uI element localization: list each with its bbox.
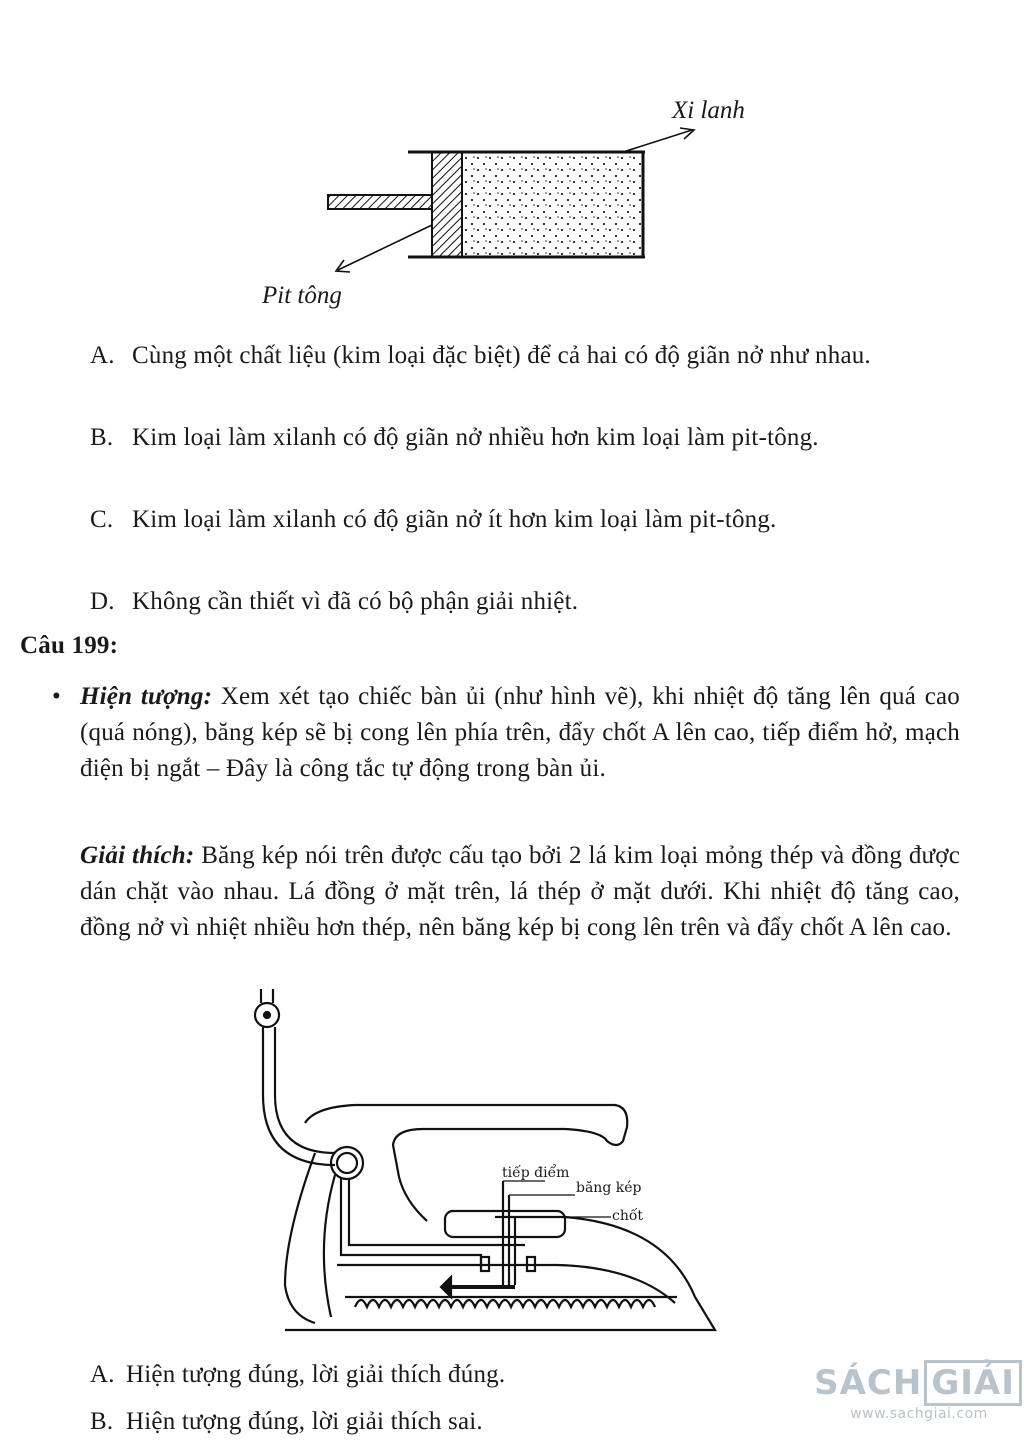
piston bbox=[432, 152, 462, 257]
explanation-text: Băng kép nói trên được cấu tạo bởi 2 lá kim loại mỏng thép và đồng được dán chặt vào nhau. Lá đồng ở mặt trên, lá thép ở mặt dưới. Khi nhiệt độ tăng cao, đồng nở vì nhiệt nhiều hơn thép, nên băng kép bị cong lên trên và đẩy chốt A lên cao. bbox=[80, 842, 960, 941]
piston-rod bbox=[328, 195, 432, 209]
phenomenon-text: Xem xét tạo chiếc bàn ủi (như hình vẽ), khi nhiệt độ tăng lên quá cao (quá nóng), băng kép sẽ bị cong lên phía trên, đẩy chốt A lên cao, tiếp điểm hở, mạch điện bị ngắt – Đây là công tắc tự động trong bàn ủi. bbox=[80, 683, 960, 782]
q198-option-a bbox=[90, 338, 970, 374]
power-cord bbox=[263, 1027, 335, 1165]
bullet-icon: • bbox=[52, 683, 61, 710]
q198-option-b bbox=[90, 420, 970, 456]
contact-label: tiếp điểm bbox=[502, 1165, 570, 1181]
bimetal-strip-label: băng kép bbox=[576, 1180, 642, 1196]
option-letter: C. bbox=[90, 506, 114, 533]
option-letter: A. bbox=[90, 342, 115, 369]
explanation-label: Giải thích: bbox=[80, 842, 195, 869]
option-text: Kim loại làm xilanh có độ giãn nở nhiều hơn kim loại làm pit-tông. bbox=[132, 424, 819, 451]
option-letter: A. bbox=[90, 1361, 115, 1388]
iron-diagram bbox=[245, 985, 725, 1345]
option-text: Không cần thiết vì đã có bộ phận giải nhiệt. bbox=[132, 588, 579, 615]
q198-option-d bbox=[90, 584, 970, 620]
option-text: Hiện tượng đúng, lời giải thích sai. bbox=[126, 1408, 483, 1435]
q199-heading: Câu 199: bbox=[20, 632, 119, 659]
q198-option-c bbox=[90, 502, 970, 538]
watermark-brand: SÁCH GIẢI bbox=[814, 1360, 1024, 1406]
option-text: Cùng một chất liệu (kim loại đặc biệt) để cả hai có độ giãn nở như nhau. bbox=[132, 342, 871, 369]
heating-element bbox=[355, 1300, 655, 1307]
watermark-logo bbox=[814, 1360, 1024, 1422]
watermark-url: www.sachgiai.com bbox=[850, 1406, 988, 1422]
option-text: Hiện tượng đúng, lời giải thích đúng. bbox=[126, 1361, 506, 1388]
cord-pivot bbox=[331, 1147, 363, 1179]
phenomenon-label: Hiện tượng: bbox=[80, 683, 213, 710]
cylinder-arrow bbox=[620, 130, 692, 153]
gas-region bbox=[462, 154, 642, 255]
phenomenon-paragraph bbox=[80, 679, 960, 787]
pin-label: chốt bbox=[612, 1208, 644, 1224]
piston-label: Pit tông bbox=[262, 282, 342, 309]
cylinder-label: Xi lanh bbox=[672, 97, 745, 124]
piston-arrow bbox=[338, 225, 432, 270]
explanation-paragraph bbox=[80, 838, 960, 946]
iron-rear bbox=[285, 1153, 315, 1323]
option-letter: B. bbox=[90, 1408, 114, 1435]
cylinder-diagram bbox=[320, 95, 800, 320]
option-text: Kim loại làm xilanh có độ giãn nở ít hơn kim loại làm pit-tông. bbox=[132, 506, 777, 533]
iron-handle bbox=[305, 1105, 627, 1221]
thermostat-housing bbox=[445, 1211, 565, 1237]
option-letter: B. bbox=[90, 424, 114, 451]
option-letter: D. bbox=[90, 588, 115, 615]
